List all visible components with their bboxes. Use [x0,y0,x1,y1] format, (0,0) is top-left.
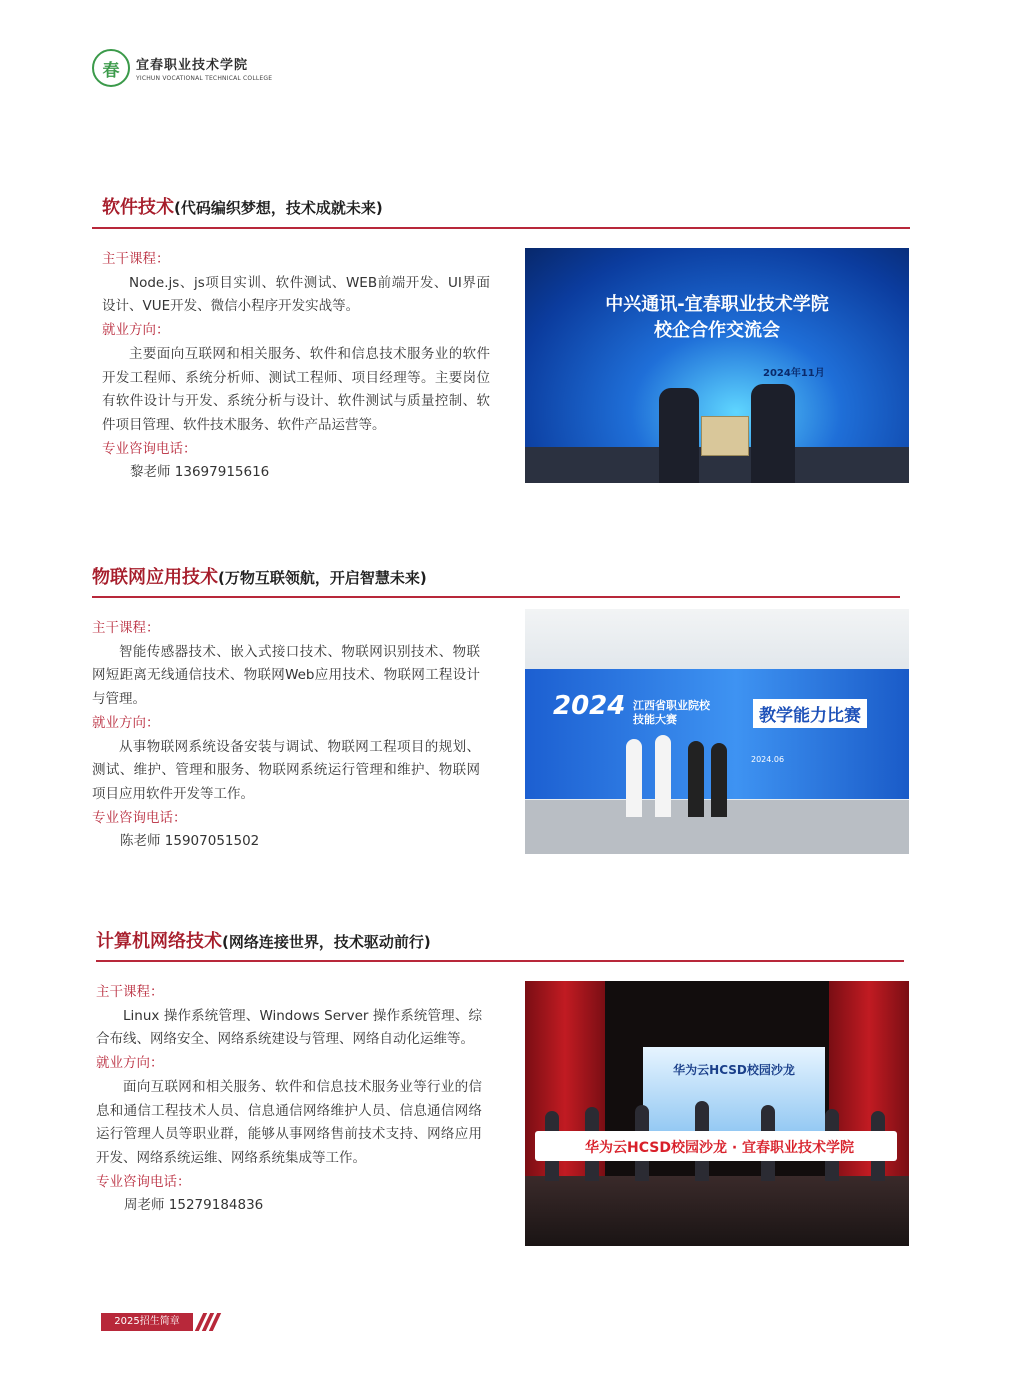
section-divider [92,596,900,598]
person [659,388,699,483]
person [751,384,795,483]
school-seal-icon: 春 [92,49,130,87]
career-label: 就业方向： [92,714,160,731]
contact-label: 专业咨询电话： [92,809,187,826]
contact-label: 专业咨询电话： [102,440,197,457]
courses-label: 主干课程： [96,984,164,1000]
school-name-en: YICHUN VOCATIONAL TECHNICAL COLLEGE [136,75,273,82]
photo-screen-title: 华为云HCSD校园沙龙 [673,1063,795,1077]
career-label: 就业方向： [96,1055,164,1072]
photo-title-line2: 校企合作交流会 [654,320,780,341]
section-body-network [96,981,482,1218]
award-plaque [701,416,749,456]
career-label: 就业方向： [102,322,170,339]
section-title-software: 软件技术(代码编织梦想，技术成就未来) [102,197,383,218]
contact-label: 专业咨询电话： [96,1173,191,1190]
photo-date: 2024年11月 [763,368,825,379]
section-body-software [102,248,490,485]
courses-label: 主干课程： [92,620,160,636]
section-divider [92,227,910,229]
photo-competition-title: 教学能力比赛 [753,699,867,728]
contact-text: 黎老师 13697915616 [130,464,270,481]
school-logo [92,48,272,88]
person [655,735,671,817]
courses-label: 主干课程： [102,251,170,267]
photo-date: 2024.06 [751,755,785,764]
section-divider [96,960,904,962]
photo-competition-name: 江西省职业院校 技能大赛 [633,699,710,726]
courses-text: 智能传感器技术、嵌入式接口技术、物联网识别技术、物联网短距离无线通信技术、物联网Web应用技术、物联网工程设计与管理。 [92,643,480,708]
courses-text: Node.js、js项目实训、软件测试、WEB前端开发、UI界面设计、VUE开发、微信小程序开发实战等。 [102,274,490,315]
person [688,741,704,817]
photo-title-line1: 中兴通讯-宜春职业技术学院 [605,294,829,315]
photo-huawei-salon [525,981,909,1246]
career-text: 面向互联网和相关服务、软件和信息技术服务业等行业的信息和通信工程技术人员、信息通信网络维护人员、信息通信网络运行管理人员等职业群，能够从事网络售前技术支持、网络应用开发、网络系统运维、网络系统集成等工作。 [96,1078,482,1166]
section-title-network: 计算机网络技术(网络连接世界，技术驱动前行) [96,931,431,952]
photo-zte-exchange [525,248,909,483]
school-name-cn: 宜春职业技术学院 [136,58,249,73]
section-body-iot [92,617,480,854]
courses-text: Linux 操作系统管理、Windows Server 操作系统管理、综合布线、网络安全、网络系统建设与管理、网络自动化运维等。 [96,1007,482,1048]
photo-year: 2024 [553,691,626,721]
contact-text: 周老师 15279184836 [124,1197,264,1214]
person [626,739,642,817]
photo-banner-text: 华为云HCSD校园沙龙 · 宜春职业技术学院 [585,1140,855,1156]
section-title-iot: 物联网应用技术(万物互联领航，开启智慧未来) [92,567,427,588]
contact-text: 陈老师 15907051502 [120,833,260,850]
person [711,743,727,817]
photo-teaching-competition [525,609,909,854]
career-text: 从事物联网系统设备安装与调试、物联网工程项目的规划、测试、维护、管理和服务、物联网系统运行管理和维护、物联网项目应用软件开发等工作。 [92,738,480,802]
footer-label: 2025招生简章 [101,1313,193,1331]
career-text: 主要面向互联网和相关服务、软件和信息技术服务业的软件开发工程师、系统分析师、测试工程师、项目经理等。主要岗位有软件设计与开发、系统分析与设计、软件测试与质量控制、软件项目管理、软件技术服务、软件产品运营等。 [102,345,490,433]
